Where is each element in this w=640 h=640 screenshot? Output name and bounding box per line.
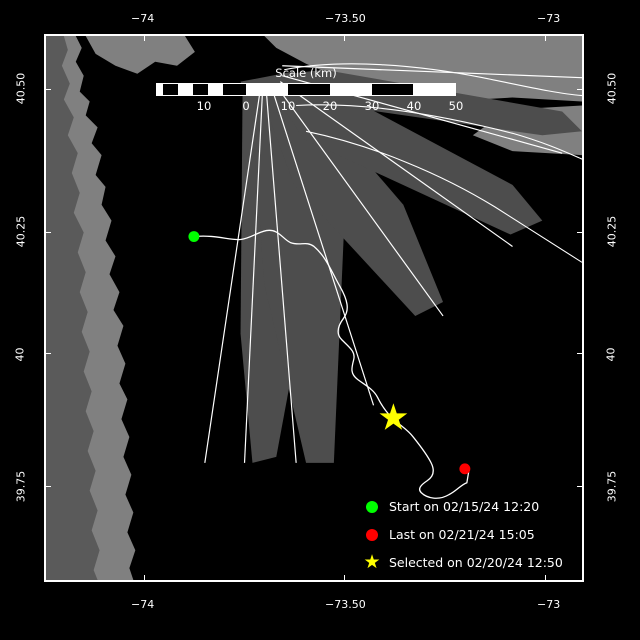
marker-start bbox=[188, 231, 199, 242]
scale-label-2: 0 bbox=[242, 99, 250, 113]
x-tick-top-2: −73.50 bbox=[325, 12, 366, 25]
tick-right-2 bbox=[577, 232, 584, 233]
legend-selected bbox=[355, 548, 580, 576]
tick-top-2 bbox=[344, 34, 345, 41]
y-tick-left-3: 40 bbox=[13, 347, 27, 362]
legend-start bbox=[355, 492, 580, 520]
legend-last-icon bbox=[355, 525, 389, 544]
tick-bottom-2 bbox=[344, 575, 345, 582]
legend-start-label: Start on 02/15/24 12:20 bbox=[389, 498, 540, 514]
y-tick-left-2: 40.25 bbox=[14, 215, 28, 248]
x-tick-bottom-3: −73 bbox=[537, 598, 561, 611]
legend-selected-star-icon: ★ bbox=[363, 551, 381, 573]
tick-top-3 bbox=[545, 34, 546, 41]
scale-bar-title: Scale (km) bbox=[275, 66, 337, 80]
map-legend bbox=[355, 492, 580, 576]
y-tick-left-4: 39.75 bbox=[14, 470, 28, 503]
marker-last bbox=[459, 463, 470, 474]
tick-left-3 bbox=[44, 353, 51, 354]
y-tick-right-1: 40.50 bbox=[605, 72, 619, 105]
tick-right-1 bbox=[577, 89, 584, 90]
tick-top-1 bbox=[144, 34, 145, 41]
legend-last bbox=[355, 520, 580, 548]
x-tick-bottom-1: −74 bbox=[131, 598, 155, 611]
scale-bar-labels bbox=[156, 99, 464, 115]
scale-label-1: 10 bbox=[196, 99, 212, 113]
x-tick-top-1: −74 bbox=[131, 12, 155, 25]
legend-start-icon bbox=[355, 497, 389, 516]
scale-label-4: 20 bbox=[322, 99, 338, 113]
tick-left-1 bbox=[44, 89, 51, 90]
scale-label-5: 30 bbox=[364, 99, 380, 113]
x-tick-top-3: −73 bbox=[537, 12, 561, 25]
tick-right-3 bbox=[577, 353, 584, 354]
scale-label-6: 40 bbox=[406, 99, 422, 113]
scale-bar-graphic bbox=[156, 83, 456, 96]
scale-bar bbox=[156, 66, 464, 115]
tick-left-4 bbox=[44, 486, 51, 487]
y-tick-right-3: 40 bbox=[604, 347, 618, 362]
tick-left-2 bbox=[44, 232, 51, 233]
tick-right-4 bbox=[577, 486, 584, 487]
x-tick-bottom-2: −73.50 bbox=[325, 598, 366, 611]
scale-label-3: 10 bbox=[280, 99, 296, 113]
legend-last-label: Last on 02/21/24 15:05 bbox=[389, 526, 535, 542]
y-tick-left-1: 40.50 bbox=[14, 72, 28, 105]
tick-bottom-1 bbox=[144, 575, 145, 582]
y-tick-right-2: 40.25 bbox=[605, 215, 619, 248]
legend-selected-label: Selected on 02/20/24 12:50 bbox=[389, 554, 563, 570]
y-tick-right-4: 39.75 bbox=[605, 470, 619, 503]
scale-label-7: 50 bbox=[448, 99, 464, 113]
tick-bottom-3 bbox=[545, 575, 546, 582]
